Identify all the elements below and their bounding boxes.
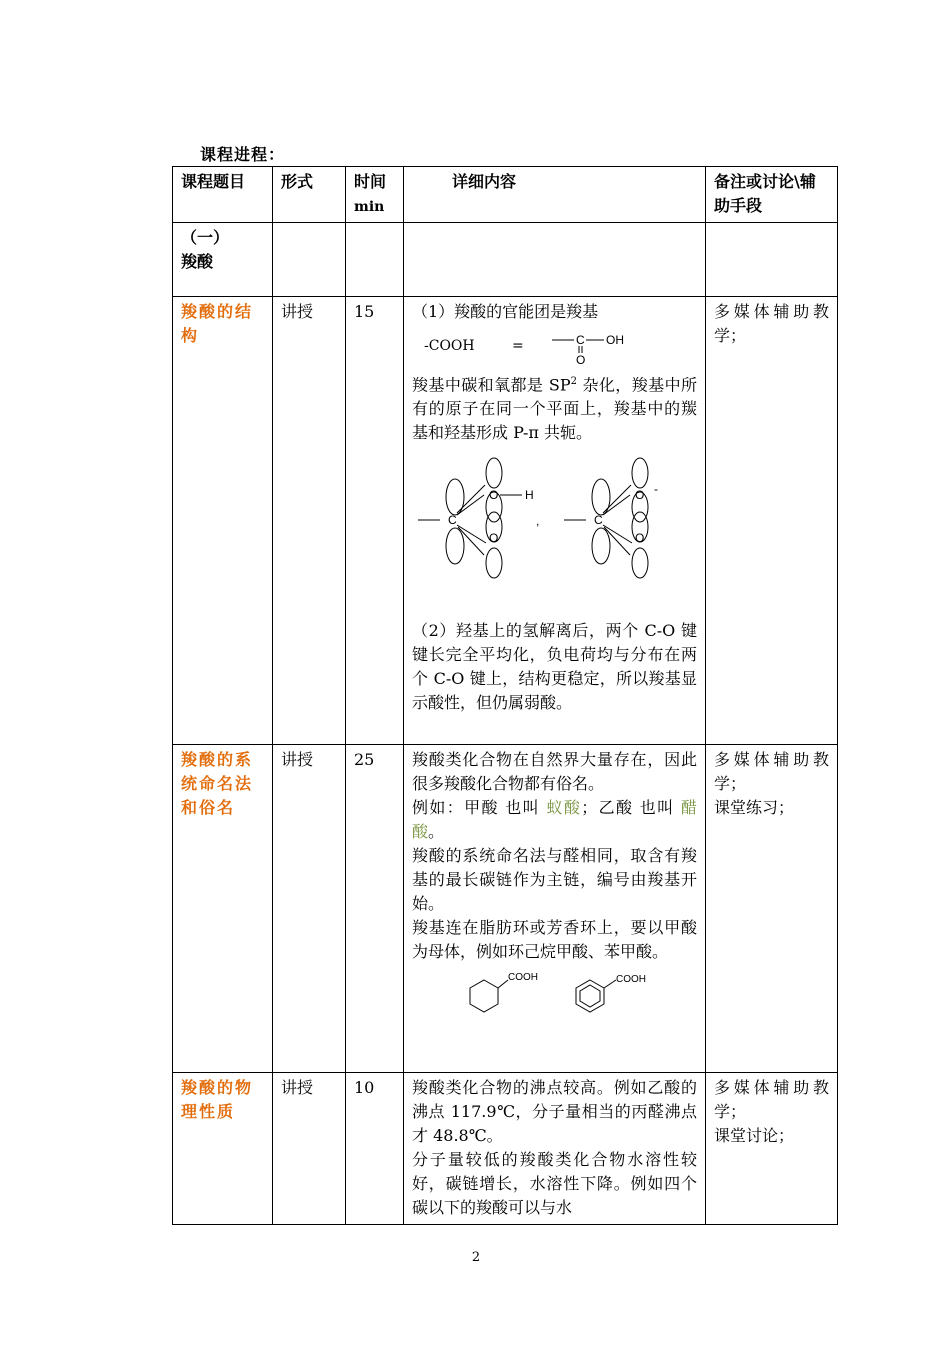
orbital-right-c: C [594,513,603,528]
row2-topic: 羧酸的系统命名法和俗名 [173,745,273,1073]
row1-p2-sup: 2 [570,376,577,387]
header-time-label: 时间 [354,172,387,191]
row3-notes2: 课堂讨论； [714,1126,795,1145]
row2-p2c: ；乙酸 也叫 [581,798,681,817]
carboxyl-structure [552,326,642,366]
row2-time: 25 [346,745,404,1073]
header-time [346,167,404,223]
cooh-label-2: COOH [616,974,646,985]
table-row [173,223,838,297]
row3-form: 讲授 [273,1073,346,1225]
row2-p2 [412,796,697,844]
row0-notes [706,223,838,297]
row2-notes [706,745,838,1073]
cooh-label-1: COOH [508,972,538,983]
benzene-ring [576,980,616,1012]
row3-p1: 羧酸类化合物的沸点较高。例如乙酸的沸点 117.9℃，分子量相当的丙醛沸点才 48.8℃。 [412,1078,697,1145]
row3-notes1: 多媒体辅助教学； [714,1078,829,1121]
struct-o: O [576,353,586,366]
row1-p2 [412,370,697,445]
orbital-right-o2: O [635,531,645,546]
table-row [173,297,838,745]
header-detail: 详细内容 [404,167,706,223]
page-number: 2 [471,1250,481,1265]
row1-topic: 羧酸的结构 [173,297,273,745]
row2-form: 讲授 [273,745,346,1073]
struct-oh: OH [606,333,624,347]
row1-p1: （1）羧酸的官能团是羧基 [412,302,599,321]
row0-topic [173,223,273,297]
header-notes: 备注或讨论\辅助手段 [706,167,838,223]
table-header-row [173,167,838,223]
row0-detail [404,223,706,297]
orbital-left-c: C [448,513,457,528]
row1-form: 讲授 [273,297,346,745]
lesson-table [172,166,838,1225]
cyclohexane-ring [470,980,508,1012]
row2-p4: 羧基连在脂肪环或芳香环上，要以甲酸为母体，例如环己烷甲酸、苯甲酸。 [412,918,697,961]
header-time-unit: min [354,199,385,215]
row1-detail [404,297,706,745]
row2-formic-common: 蚁酸 [546,798,582,817]
table-row [173,1073,838,1225]
row2-p3: 羧酸的系统命名法与醛相同，取含有羧基的最长碳链作为主链，编号由羧基开始。 [412,846,697,913]
header-form: 形式 [273,167,346,223]
orbital-right-o1: O [635,488,645,503]
row0-topic-line2: 羧酸 [181,252,214,271]
row3-detail [404,1073,706,1225]
p-pi-orbital-diagram [412,455,702,585]
section-title: 课程进程： [200,145,286,164]
row3-topic: 羧酸的物理性质 [173,1073,273,1225]
formula-left: -COOH [424,338,475,354]
row2-acetic-common: 醋酸 [412,798,697,841]
orbital-left-o2: O [489,531,499,546]
row2-detail [404,745,706,1073]
row2-p1: 羧酸类化合物在自然界大量存在，因此很多羧酸化合物都有俗名。 [412,750,697,793]
row1-p2-rest: 杂化，羧基中所有的原子在同一个平面上，羧基中的羰基和羟基形成 P-π 共轭。 [412,375,697,443]
table-row [173,745,838,1073]
orbital-left-o1: O [489,488,499,503]
row2-p2e: 。 [428,822,445,841]
row1-time: 15 [346,297,404,745]
orbital-comma: , [536,514,540,529]
header-topic: 课程题目 [173,167,273,223]
carboxyl-formula [424,326,697,366]
row2-p2a: 例如：甲酸 也叫 [412,798,547,817]
struct-c: C [576,333,585,347]
orbital-right [564,458,648,578]
formula-eq: = [512,338,524,354]
row0-form [273,223,346,297]
orbital-left [418,458,522,578]
row1-notes: 多媒体辅助教学； [706,297,838,745]
row3-p2: 分子量较低的羧酸类化合物水溶性较好，碳链增长，水溶性下降。例如四个碳以下的羧酸可以与水 [412,1150,697,1217]
orbital-right-minus: - [654,482,658,497]
cyclic-acids-structures [412,966,692,1018]
row1-p3: （2）羟基上的氢解离后，两个 C-O 键键长完全平均化，负电荷均与分布在两个 C-O 键上，结构更稳定，所以羧基显示酸性，但仍属弱酸。 [412,621,697,713]
row3-notes [706,1073,838,1225]
row2-notes2: 课堂练习； [714,798,795,817]
row0-topic-line1: （一） [181,228,230,247]
row3-time: 10 [346,1073,404,1225]
row1-p2-text: 羧基中碳和氧都是 SP [412,375,571,395]
row0-time [346,223,404,297]
orbital-left-h: H [525,488,534,503]
row2-notes1: 多媒体辅助教学； [714,750,829,793]
